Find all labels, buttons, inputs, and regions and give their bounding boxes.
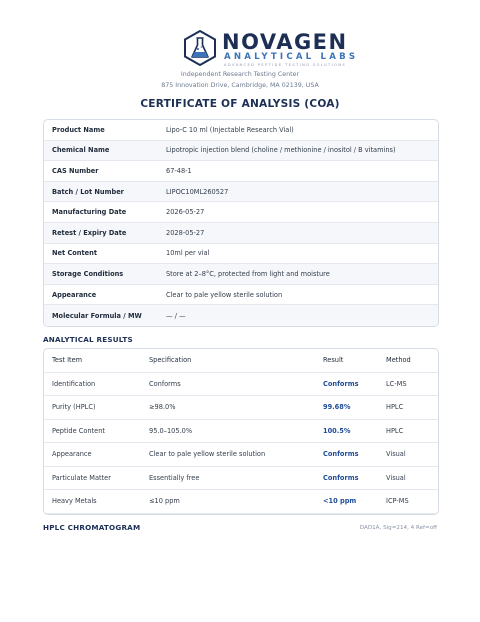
info-value: Clear to pale yellow sterile solution — [166, 290, 283, 299]
hplc-detector-info: DAD1A, Sig=214, 4 Ref=off — [359, 525, 437, 531]
method: HPLC — [386, 426, 404, 435]
specification: 95.0–105.0% — [149, 426, 193, 435]
document-title: CERTIFICATE OF ANALYSIS (COA) — [140, 98, 340, 110]
test-item: Purity (HPLC) — [52, 403, 96, 412]
test-item: Appearance — [52, 450, 92, 459]
table-row — [44, 443, 438, 467]
specification: Clear to pale yellow sterile solution — [149, 450, 266, 459]
info-row-storage-conditions — [44, 264, 438, 285]
result: 100.5% — [323, 426, 351, 435]
brand-logo — [0, 30, 480, 66]
info-row-expiry-date — [44, 223, 438, 244]
column-header-method: Method — [386, 356, 411, 365]
test-item: Heavy Metals — [52, 497, 97, 506]
column-header-test-item: Test Item — [52, 356, 83, 365]
result: Conforms — [323, 473, 359, 482]
brand-subtitle: ANALYTICAL LABS — [224, 52, 359, 62]
specification: ≤10 ppm — [149, 497, 180, 506]
info-label: Product Name — [52, 125, 105, 134]
org-address: 875 Innovation Drive, Cambridge, MA 02139, USA — [161, 82, 319, 89]
info-row-appearance — [44, 285, 438, 306]
info-value: 10ml per vial — [166, 249, 210, 258]
column-header-result: Result — [323, 356, 344, 365]
analytical-results-table — [43, 348, 439, 515]
info-row-product-name — [44, 120, 438, 141]
result: Conforms — [323, 379, 359, 388]
flask-hexagon-icon — [183, 30, 217, 66]
method: ICP-MS — [386, 497, 409, 506]
info-value: — / — — [166, 311, 186, 320]
info-label: Appearance — [52, 290, 97, 299]
org-name: Independent Research Testing Center — [180, 71, 300, 78]
table-row — [44, 467, 438, 491]
table-header-row — [44, 349, 438, 373]
info-row-manufacturing-date — [44, 202, 438, 223]
table-row — [44, 396, 438, 420]
info-row-net-content — [44, 244, 438, 265]
info-label: Net Content — [52, 249, 97, 258]
info-value: Store at 2–8°C, protected from light and moisture — [166, 269, 330, 278]
table-row — [44, 514, 438, 516]
info-label: Molecular Formula / MW — [52, 311, 142, 320]
info-label: Retest / Expiry Date — [52, 228, 127, 237]
method: LC-MS — [386, 379, 407, 388]
info-value: LIPOC10ML260527 — [166, 187, 229, 196]
brand-name: NOVAGEN — [222, 30, 348, 54]
table-row — [44, 373, 438, 397]
result: Conforms — [323, 450, 359, 459]
test-item: Peptide Content — [52, 426, 105, 435]
specification: Essentially free — [149, 473, 200, 482]
info-value: Lipotropic injection blend (choline / methionine / inositol / B vitamins) — [166, 146, 396, 155]
method: Visual — [386, 473, 406, 482]
info-label: CAS Number — [52, 166, 99, 175]
product-info-table — [43, 119, 439, 327]
info-value: 2026-05-27 — [166, 208, 205, 217]
info-label: Manufacturing Date — [52, 208, 127, 217]
info-row-batch-number — [44, 182, 438, 203]
test-item: Identification — [52, 379, 96, 388]
info-row-cas-number — [44, 161, 438, 182]
info-value: Lipo-C 10 ml (Injectable Research Vial) — [166, 125, 294, 134]
info-row-chemical-name — [44, 141, 438, 162]
info-value: 67-48-1 — [166, 166, 192, 175]
analytical-results-title: ANALYTICAL RESULTS — [43, 335, 133, 344]
method: HPLC — [386, 403, 404, 412]
result: <10 ppm — [323, 497, 357, 506]
info-value: 2028-05-27 — [166, 228, 205, 237]
test-item: Particulate Matter — [52, 473, 111, 482]
info-label: Batch / Lot Number — [52, 187, 124, 196]
info-label: Chemical Name — [52, 146, 110, 155]
result: 99.68% — [323, 403, 351, 412]
brand-tagline: ADVANCED PEPTIDE TESTING SOLUTIONS — [224, 63, 347, 67]
info-label: Storage Conditions — [52, 269, 124, 278]
table-row — [44, 420, 438, 444]
table-row — [44, 490, 438, 514]
column-header-specification: Specification — [149, 356, 192, 365]
method: Visual — [386, 450, 406, 459]
specification: Conforms — [149, 379, 181, 388]
hplc-chromatogram-title: HPLC CHROMATOGRAM — [43, 523, 141, 532]
info-row-molecular-formula — [44, 305, 438, 326]
specification: ≥98.0% — [149, 403, 176, 412]
